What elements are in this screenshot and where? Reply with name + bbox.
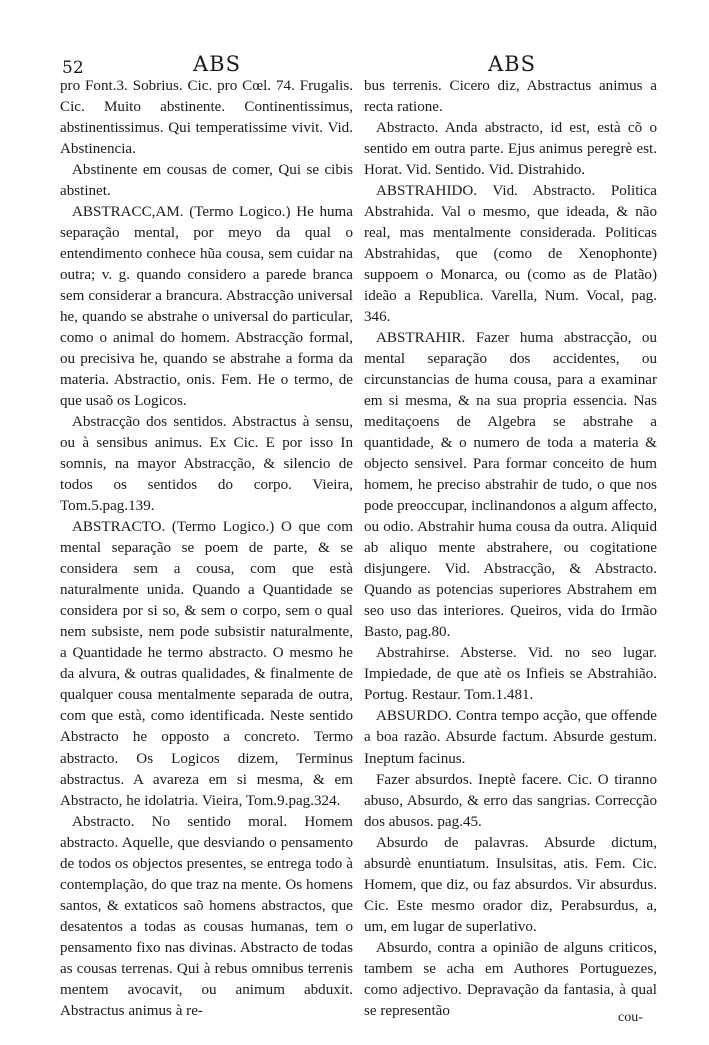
catchword: cou- [618, 1010, 643, 1025]
entry-paragraph: ABSTRAHIDO. Vid. Abstracto. Politica Abstrahida. Val o mesmo, que ideada, & não real, mas mentalmente considerada. Politicas Abstrahidas, que (como de Xenophonte) suppoem o Monarca, ou (como as de Platão) ideão a Republica. Varella, Num. Vocal, pag. 346. [364, 183, 657, 326]
left-column [60, 76, 353, 1022]
entry-paragraph: Abstracção dos sentidos. Abstractus à sensu, ou à sensibus animus. Ex Cic. E por isso In somnis, na mayor Abstracção, & silencio de todos os sentidos do corpo. Vieira, Tom.5.pag.139. [60, 414, 353, 515]
entry-paragraph: Abstracto. No sentido moral. Homem abstracto. Aquelle, que desviando o pensamento de todos os objectos presentes, se entrega todo à contemplação, do que traz na mente. Os homens santos, & extaticos saõ homens abstractos, que desatentos a todas as cousas humanas, tem o pensamento fixo nas divinas. Abstracto de todas as cousas terrenas. Qui à rebus omnibus terrenis mentem avocavit, ou animum abduxit. Abstractus animus à re- [60, 813, 353, 1019]
entry-paragraph: Abstinente em cousas de comer, Qui se cibis abstinet. [60, 162, 353, 200]
entry-paragraph: bus terrenis. Cicero diz, Abstractus animus a recta ratione. [364, 78, 657, 116]
entry-paragraph: pro Font.3. Sobrius. Cic. pro Cœl. 74. Frugalis. Cic. Muito abstinente. Continentissimus, abstinentissimus. Qui temperatissime vivit. Vid. Abstinencia. [60, 78, 353, 158]
entry-paragraph: ABSURDO. Contra tempo acção, que offende a boa razão. Absurde factum. Absurde gestum. Ineptum facinus. [364, 708, 657, 767]
entry-paragraph: ABSTRACC,AM. (Termo Logico.) He huma separação mental, por meyo da qual o entendimento conhece hũa cousa, sem cuidar na outra; v. g. quando considero a parede branca sem considerar a brancura. Abstracção universal he, quando se abstrahe o universal do particular, como o animal do homem. Abstracção formal, ou precisiva he, quando se abstrahe a forma da materia. Abstractio, onis. Fem. He o termo, de que usaõ os Logicos. [60, 204, 353, 410]
running-head-right: ABS [488, 52, 536, 76]
right-column [364, 76, 657, 1022]
entry-paragraph: ABSTRACTO. (Termo Logico.) O que com mental separação se poem de parte, & se considera sem a cousa, com que està naturalmente unida. Quando a Quantidade se considera por si so, & sem o corpo, sem o qual nem subsiste, nem pode subsistir naturalmente, a Quantidade he termo abstracto. O mesmo he da alvura, & outras qualidades, & finalmente de qualquer cousa mentalmente separada de outra, com que està, como identificada. Neste sentido Abstracto he opposto a concreto. Termo abstracto. Os Logicos dizem, Terminus abstractus. A avareza em si mesma, & em Abstracto, he idolatria. Vieira, Tom.9.pag.324. [60, 519, 353, 809]
entry-paragraph: Abstracto. Anda abstracto, id est, està cõ o sentido em outra parte. Ejus animus peregrè est. Horat. Vid. Sentido. Vid. Distrahido. [364, 120, 657, 179]
entry-paragraph: Absurdo, contra a opinião de alguns criticos, tambem se acha em Authores Portuguezes, como adjectivo. Depravação da fantasia, à qual se representão [364, 939, 657, 1019]
entry-paragraph: Abstrahirse. Absterse. Vid. no seo lugar. Impiedade, de que atè os Infieis se Abstrahião. Portug. Restaur. Tom.1.481. [364, 645, 657, 704]
entry-paragraph: ABSTRAHIR. Fazer huma abstracção, ou mental separação dos accidentes, ou circunstancias de huma cousa, para a examinar em si mesma, & na sua propria essencia. Nas meditaçoens de Algebra se abstrahe a quantidade, & o numero de toda a materia & objecto sensivel. Para formar conceito de hum homem, he preciso abstrahir de tudo, o que nos pode preoccupar, inclinandonos a algum affecto, ou odio. Abstrahir huma cousa da outra. Aliquid ab aliquo mente abstrahere, ou cogitatione disjungere. Vid. Abstracção, & Abstracto. Quando as potencias superiores Abstrahem em seo uso das interiores. Queiros, vida do Irmão Basto, pag.80. [364, 330, 657, 641]
entry-paragraph: Absurdo de palavras. Absurde dictum, absurdè enuntiatum. Insulsitas, atis. Fem. Cic. Homem, que diz, ou faz absurdos. Vir absurdus. Cic. Este mesmo orador diz, Perabsurdus, a, um, em lugar de superlativo. [364, 834, 657, 935]
running-head-left: ABS [193, 52, 241, 76]
entry-paragraph: Fazer absurdos. Ineptè facere. Cic. O tiranno abuso, Absurdo, & erro das sangrias. Correcção dos abusos. pag.45. [364, 771, 657, 830]
page-number: 52 [62, 58, 84, 78]
